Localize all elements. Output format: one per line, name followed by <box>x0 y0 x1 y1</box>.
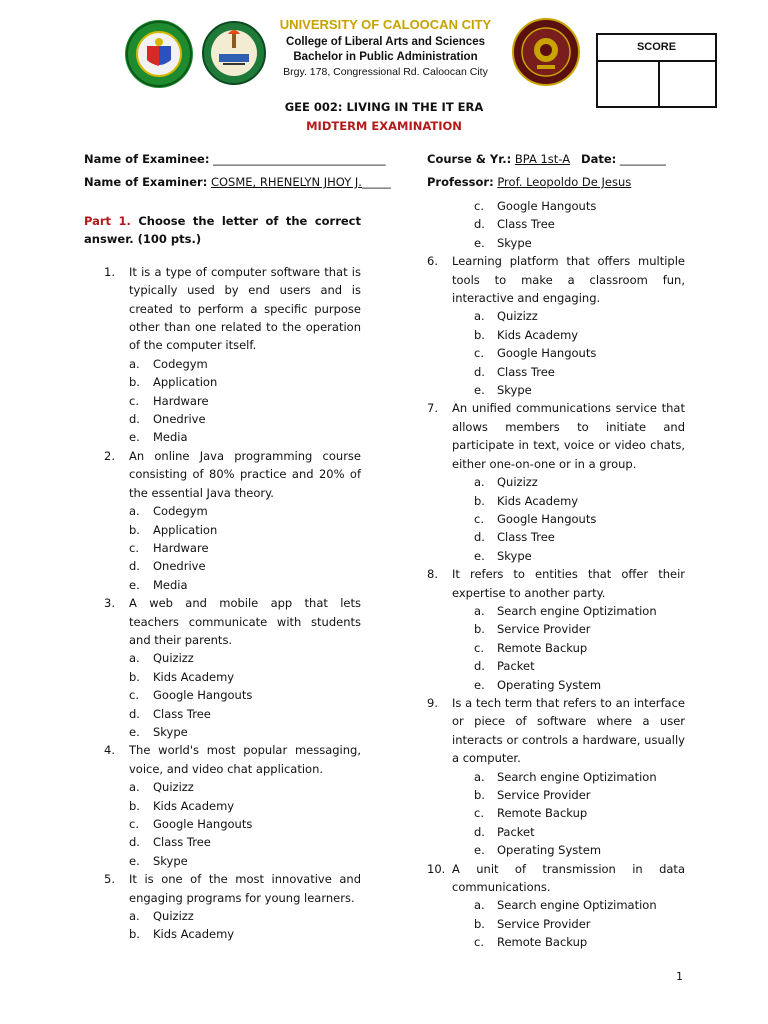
option-letter: b. <box>474 327 485 342</box>
question-number: 10. <box>427 861 446 876</box>
option-letter: e. <box>129 724 140 739</box>
option-letter: c. <box>129 393 139 408</box>
question-text: It refers to entities that offer their expertise to another party. <box>452 567 685 600</box>
right-column <box>427 197 685 952</box>
option-letter: d. <box>129 412 140 427</box>
option-letter: c. <box>129 540 139 555</box>
option-text: Remote Backup <box>497 806 588 821</box>
answer-option <box>427 768 685 786</box>
option-letter: e. <box>474 548 485 563</box>
option-text: Class Tree <box>497 364 555 379</box>
option-letter: e. <box>129 577 140 592</box>
answer-option <box>427 528 685 546</box>
option-letter: c. <box>474 640 484 655</box>
option-text: Skype <box>153 853 188 868</box>
option-letter: e. <box>474 843 485 858</box>
option-text: Class Tree <box>153 835 211 850</box>
option-text: Class Tree <box>497 217 555 232</box>
answer-option <box>427 915 685 933</box>
question <box>427 860 685 897</box>
option-letter: b. <box>129 375 140 390</box>
part-text: Choose the letter of the correct answer. (100 pts.) <box>84 214 361 247</box>
question-text: A unit of transmission in data communications. <box>452 861 685 895</box>
option-text: Codegym <box>153 504 208 519</box>
option-text: Google Hangouts <box>497 346 597 361</box>
option-letter: c. <box>474 346 484 361</box>
option-text: Skype <box>497 383 532 398</box>
option-letter: d. <box>474 364 485 379</box>
option-text: Remote Backup <box>497 640 588 655</box>
option-letter: b. <box>474 788 485 802</box>
option-text: Operating System <box>497 677 602 692</box>
examiner-label: Name of Examiner: <box>84 175 208 189</box>
answer-option <box>84 852 361 870</box>
option-letter: b. <box>129 522 140 537</box>
answer-option <box>427 215 685 233</box>
option-letter: c. <box>129 688 139 703</box>
question-number: 2. <box>104 448 115 463</box>
date-label: Date: <box>581 152 617 166</box>
examiner-blank: _____ <box>361 175 391 189</box>
option-text: Packet <box>497 824 535 839</box>
answer-option <box>84 907 361 925</box>
option-text: Kids Academy <box>153 927 235 942</box>
option-letter: a. <box>129 651 140 666</box>
option-letter: e. <box>474 383 485 398</box>
option-letter: a. <box>474 769 485 784</box>
option-text: Quizizz <box>153 780 194 795</box>
option-letter: e. <box>474 235 485 250</box>
question-text: Learning platform that offers multiple tools to make a classroom fun, interactive and engaging. <box>452 254 685 306</box>
question-number: 5. <box>104 872 115 887</box>
answer-option <box>84 649 361 667</box>
question-number: 4. <box>104 743 115 758</box>
answer-option <box>84 815 361 833</box>
option-text: Kids Academy <box>153 669 235 684</box>
question-text: Is a tech term that refers to an interface or piece of software where a user interacts or controls a hardware, usually a computer. <box>452 695 685 766</box>
answer-option <box>427 620 685 638</box>
option-text: Kids Academy <box>497 493 579 508</box>
answer-option <box>84 392 361 410</box>
course-value: BPA 1st-A <box>514 152 571 166</box>
option-text: Google Hangouts <box>497 511 597 526</box>
option-letter: e. <box>129 430 140 445</box>
professor-label: Professor: <box>427 175 494 189</box>
answer-option <box>84 502 361 520</box>
option-letter: a. <box>474 603 485 618</box>
option-text: Media <box>153 430 188 445</box>
examiner-value: COSME, RHENELYN JHOY J. <box>210 175 362 189</box>
question <box>84 263 361 355</box>
option-letter: b. <box>474 916 485 931</box>
option-text: Application <box>153 522 218 537</box>
option-text: Search engine Optizimation <box>497 769 657 784</box>
option-text: Kids Academy <box>497 327 579 342</box>
university-name: UNIVERSITY OF CALOOCAN CITY <box>279 17 492 32</box>
option-text: Media <box>153 577 188 592</box>
answer-option <box>427 492 685 510</box>
option-text: Service Provider <box>497 788 591 802</box>
question <box>84 741 361 778</box>
option-letter: b. <box>129 927 140 942</box>
option-text: Codegym <box>153 356 208 371</box>
option-text: Hardware <box>153 393 209 408</box>
answer-option <box>84 925 361 943</box>
option-text: Application <box>153 375 218 390</box>
option-letter: d. <box>474 824 485 839</box>
examiner-field <box>84 175 391 189</box>
answer-option <box>84 355 361 373</box>
examinee-field <box>84 152 386 166</box>
option-letter: b. <box>474 622 485 637</box>
question-number: 6. <box>427 254 438 269</box>
answer-option <box>84 410 361 428</box>
answer-option <box>84 557 361 575</box>
option-letter: b. <box>474 493 485 508</box>
question <box>427 565 685 602</box>
question <box>84 870 361 907</box>
option-letter: a. <box>129 780 140 795</box>
question-text: A web and mobile app that lets teachers communicate with students and their parents. <box>129 596 361 647</box>
answer-option <box>84 833 361 851</box>
left-column <box>84 212 361 944</box>
option-letter: e. <box>129 853 140 868</box>
answer-option <box>427 933 685 951</box>
option-text: Quizizz <box>497 475 538 490</box>
option-letter: d. <box>474 659 485 674</box>
answer-option <box>84 576 361 594</box>
option-text: Remote Backup <box>497 935 588 950</box>
program-name: Bachelor in Public Administration <box>293 51 478 63</box>
option-letter: c. <box>474 806 484 821</box>
examinee-value: ______________________________ <box>213 152 386 166</box>
option-text: Skype <box>497 235 532 250</box>
option-letter: c. <box>474 199 484 213</box>
option-text: Service Provider <box>497 622 591 637</box>
answer-option <box>84 373 361 391</box>
question-number: 9. <box>427 695 438 710</box>
answer-option <box>427 381 685 399</box>
question-text: It is a type of computer software that is typically used by end users and is created to perform a specific purpose other than one related to the operation of the computer itself. <box>129 264 361 353</box>
question-number: 7. <box>427 401 438 416</box>
answer-option <box>427 234 685 252</box>
answer-option <box>84 668 361 686</box>
answer-option <box>84 428 361 446</box>
option-text: Hardware <box>153 540 209 555</box>
option-text: Quizizz <box>153 651 194 666</box>
department-seal-logo <box>511 17 581 87</box>
college-name: College of Liberal Arts and Sciences <box>286 36 485 48</box>
option-text: Service Provider <box>497 916 591 931</box>
answer-option <box>427 639 685 657</box>
part-instructions <box>84 212 361 249</box>
answer-option <box>427 547 685 565</box>
part-label: Part 1. <box>84 214 131 228</box>
answer-option <box>427 307 685 325</box>
exam-title: MIDTERM EXAMINATION <box>306 119 462 133</box>
option-text: Google Hangouts <box>153 688 253 703</box>
option-letter: d. <box>129 835 140 850</box>
course-title: GEE 002: LIVING IN THE IT ERA <box>284 100 484 114</box>
answer-option <box>84 521 361 539</box>
answer-option <box>84 705 361 723</box>
question-text: The world's most popular messaging, voice, and video chat application. <box>129 743 361 776</box>
answer-option <box>427 363 685 381</box>
answer-option <box>84 723 361 741</box>
question <box>84 594 361 649</box>
question-text: It is one of the most innovative and engaging programs for young learners. <box>129 872 361 905</box>
answer-option <box>427 804 685 822</box>
professor-field <box>427 175 631 189</box>
date-value: ________ <box>619 152 666 166</box>
answer-option <box>427 676 685 694</box>
answer-option <box>427 786 685 804</box>
answer-option <box>84 686 361 704</box>
option-letter: a. <box>474 475 485 490</box>
question-number: 1. <box>104 264 115 279</box>
score-label: SCORE <box>598 35 715 62</box>
answer-option <box>84 797 361 815</box>
page-number: 1 <box>676 970 683 983</box>
answer-option <box>427 197 685 215</box>
option-text: Quizizz <box>153 909 194 924</box>
option-letter: d. <box>474 530 485 545</box>
question <box>427 252 685 307</box>
option-text: Operating System <box>497 843 602 858</box>
option-text: Kids Academy <box>153 798 235 813</box>
option-text: Search engine Optizimation <box>497 603 657 618</box>
option-letter: d. <box>474 217 485 232</box>
answer-option <box>427 602 685 620</box>
professor-value: Prof. Leopoldo De Jesus <box>497 175 632 189</box>
question-number: 8. <box>427 567 438 582</box>
answer-option <box>427 510 685 528</box>
course-field <box>427 152 666 166</box>
score-box <box>596 33 717 108</box>
option-letter: e. <box>474 677 485 692</box>
answer-option <box>427 657 685 675</box>
option-letter: c. <box>474 511 484 526</box>
examinee-label: Name of Examinee: <box>84 152 210 166</box>
answer-option <box>427 344 685 362</box>
option-letter: a. <box>474 309 485 324</box>
question <box>84 447 361 502</box>
option-text: Class Tree <box>153 706 211 721</box>
option-text: Search engine Optizimation <box>497 898 657 913</box>
option-text: Onedrive <box>153 559 206 574</box>
option-text: Onedrive <box>153 412 206 427</box>
option-letter: b. <box>129 798 140 813</box>
option-text: Class Tree <box>497 530 555 545</box>
question-text: An online Java programming course consisting of 80% practice and 20% of the essential Java theory. <box>129 448 361 500</box>
option-text: Quizizz <box>497 309 538 324</box>
answer-option <box>84 778 361 796</box>
answer-option <box>427 326 685 344</box>
question-number: 3. <box>104 596 115 611</box>
answer-option <box>427 841 685 859</box>
option-letter: d. <box>129 559 140 574</box>
option-letter: a. <box>129 504 140 519</box>
address: Brgy. 178, Congressional Rd. Caloocan City <box>283 66 488 78</box>
question-text: An unified communications service that allows members to initiate and participate in text, voice or video chats, either one-on-one or in a group. <box>452 401 685 471</box>
answer-option <box>427 473 685 491</box>
option-text: Google Hangouts <box>153 817 253 831</box>
question <box>427 694 685 768</box>
answer-option <box>427 823 685 841</box>
option-text: Google Hangouts <box>497 199 597 213</box>
option-letter: c. <box>129 817 139 831</box>
option-letter: a. <box>129 356 140 371</box>
option-letter: d. <box>129 706 140 721</box>
option-text: Skype <box>153 724 188 739</box>
option-letter: a. <box>474 898 485 913</box>
option-text: Packet <box>497 659 535 674</box>
option-letter: a. <box>129 909 140 924</box>
question <box>427 399 685 473</box>
university-seal-logo <box>125 20 193 88</box>
option-text: Skype <box>497 548 532 563</box>
option-letter: c. <box>474 935 484 950</box>
option-letter: b. <box>129 669 140 684</box>
course-label: Course & Yr.: <box>427 152 512 166</box>
answer-option <box>427 896 685 914</box>
answer-option <box>84 539 361 557</box>
